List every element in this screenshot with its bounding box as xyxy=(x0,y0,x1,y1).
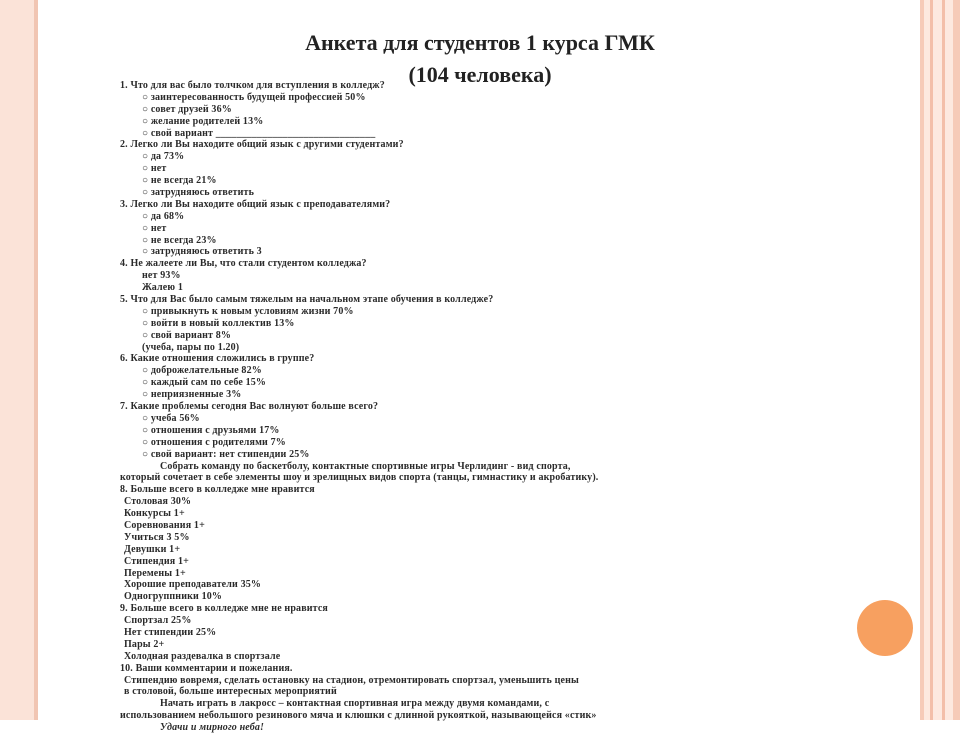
answer-option: ○ желание родителей 13% xyxy=(142,115,264,127)
question-5: 5. Что для Вас было самым тяжелым на начальном этапе обучения в колледже? xyxy=(120,294,494,306)
question-6: 6. Какие отношения сложились в группе? xyxy=(120,353,315,365)
answer-option: ○ неприязненные 3% xyxy=(142,389,242,401)
answer-text: (учеба, пары по 1.20) xyxy=(142,341,240,353)
answer-option: ○ не всегда 23% xyxy=(142,234,217,246)
question-2: 2. Легко ли Вы находите общий язык с другими студентами? xyxy=(120,139,404,151)
comment-text: в столовой, больше интересных мероприятий xyxy=(124,686,337,698)
answer-text: Хорошие преподаватели 35% xyxy=(124,579,262,591)
answer-option: ○ учеба 56% xyxy=(142,412,200,424)
question-7: 7. Какие проблемы сегодня Вас волнуют больше всего? xyxy=(120,401,379,413)
question-4: 4. Не жалеете ли Вы, что стали студентом колледжа? xyxy=(120,258,367,270)
answer-text: Соревнования 1+ xyxy=(124,519,205,531)
answer-text: Жалею 1 xyxy=(142,282,183,294)
answer-text: Перемены 1+ xyxy=(124,567,186,579)
slide-title: Анкета для студентов 1 курса ГМК xyxy=(305,30,655,55)
answer-option: ○ свой вариант 8% xyxy=(142,329,232,341)
answer-text: Пары 2+ xyxy=(124,638,165,650)
answer-option: ○ нет xyxy=(142,222,167,234)
decorative-orange-circle xyxy=(857,600,913,656)
question-9: 9. Больше всего в колледже мне не нравится xyxy=(120,603,328,615)
answer-option: ○ привыкнуть к новым условиям жизни 70% xyxy=(142,305,354,317)
answer-option: ○ совет друзей 36% xyxy=(142,103,232,115)
answer-text: Нет стипендии 25% xyxy=(124,626,217,638)
slide-subtitle: (104 человека) xyxy=(408,62,552,87)
scanned-questionnaire xyxy=(120,80,740,734)
answer-option: ○ да 73% xyxy=(142,151,185,163)
answer-text: Девушки 1+ xyxy=(124,543,181,555)
right-decorative-border xyxy=(920,0,960,720)
answer-text: Столовая 30% xyxy=(124,496,192,508)
answer-option: ○ затрудняюсь ответить xyxy=(142,187,255,199)
answer-text: Конкурсы 1+ xyxy=(124,508,185,520)
answer-text: Спортзал 25% xyxy=(124,615,192,627)
answer-text: Холодная раздевалка в спортзале xyxy=(124,650,281,662)
answer-option: ○ войти в новый коллектив 13% xyxy=(142,317,295,329)
answer-text: нет 93% xyxy=(142,270,181,282)
answer-option: ○ отношения с родителями 7% xyxy=(142,436,286,448)
answer-option: ○ затрудняюсь ответить 3 xyxy=(142,246,262,258)
comment-text: Собрать команду по баскетболу, контактные спортивные игры Черлидинг - вид спорта, xyxy=(160,460,571,472)
answer-option: ○ свой вариант: нет стипендии 25% xyxy=(142,448,310,460)
closing-wish: Удачи и мирного неба! xyxy=(160,722,265,734)
answer-option: ○ доброжелательные 82% xyxy=(142,365,262,377)
answer-option: ○ да 68% xyxy=(142,210,185,222)
question-3: 3. Легко ли Вы находите общий язык с преподавателями? xyxy=(120,198,391,210)
question-8: 8. Больше всего в колледже мне нравится xyxy=(120,484,315,496)
answer-option: ○ свой вариант _______________________________ xyxy=(142,127,376,139)
answer-option: ○ нет xyxy=(142,163,167,175)
left-decorative-border xyxy=(0,0,38,720)
comment-text: который сочетает в себе элементы шоу и зрелищных видов спорта (танцы, гимнастику и акробатику). xyxy=(120,472,599,484)
answer-text: Одногруппники 10% xyxy=(124,591,223,603)
comment-text: Стипендию вовремя, сделать остановку на стадион, отремонтировать спортзал, уменьшить цены xyxy=(124,674,579,686)
question-10: 10. Ваши комментарии и пожелания. xyxy=(120,662,293,674)
answer-option: ○ каждый сам по себе 15% xyxy=(142,377,267,389)
question-1: 1. Что для вас было толчком для вступления в колледж? xyxy=(120,80,385,91)
answer-text: Учиться 3 5% xyxy=(124,531,190,543)
answer-option: ○ отношения с друзьями 17% xyxy=(142,424,280,436)
comment-text: Начать играть в лакросс – контактная спортивная игра между двумя командами, с xyxy=(160,698,550,710)
answer-text: Стипендия 1+ xyxy=(124,555,189,567)
answer-option: ○ не всегда 21% xyxy=(142,175,217,187)
comment-text: использованием небольшого резинового мяча и клюшки с длинной рукояткой, называющейся «стик» xyxy=(120,710,597,722)
answer-option: ○ заинтересованность будущей профессией 50% xyxy=(142,91,366,103)
